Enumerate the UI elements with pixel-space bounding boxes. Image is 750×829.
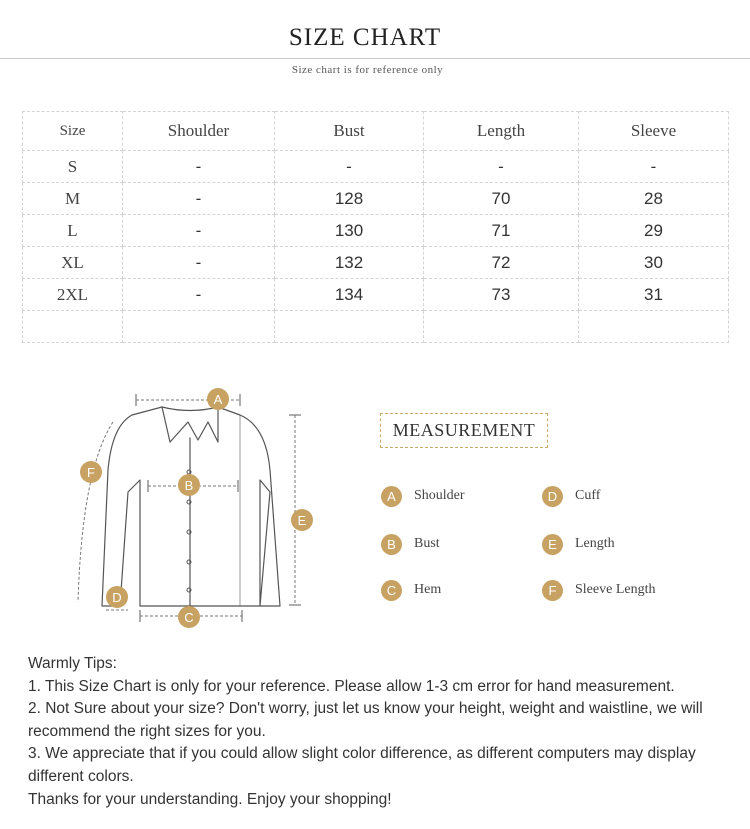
marker-e-icon: [291, 509, 313, 531]
marker-a-icon: [207, 388, 229, 410]
title-divider: [0, 58, 750, 59]
shirt-measurement-diagram: [70, 380, 330, 640]
cell-bust: -: [275, 151, 424, 183]
cell-length: 70: [424, 183, 579, 215]
legend-label: Shoulder: [414, 488, 465, 503]
column-header-shoulder: Shoulder: [123, 112, 275, 151]
svg-text:C: C: [184, 610, 194, 625]
tip-line: 1. This Size Chart is only for your reference. Please allow 1-3 cm error for hand measurement.: [28, 677, 675, 695]
cell-size: M: [23, 183, 123, 215]
tips-closing: Thanks for your understanding. Enjoy your shopping!: [28, 790, 392, 808]
cell-shoulder: -: [123, 183, 275, 215]
cell-empty: [23, 311, 123, 343]
cell-size: L: [23, 215, 123, 247]
table-row: [23, 279, 729, 311]
marker-d-icon: [106, 586, 128, 608]
marker-c-icon: [178, 606, 200, 628]
cell-sleeve: 30: [579, 247, 729, 279]
badge-d-icon: D: [542, 486, 563, 507]
page-title: SIZE CHART: [288, 24, 442, 51]
cell-sleeve: 29: [579, 215, 729, 247]
warm-tips: [28, 653, 738, 811]
sleeve-guide-line: [78, 422, 113, 602]
cell-bust: 134: [275, 279, 424, 311]
cell-bust: 132: [275, 247, 424, 279]
cell-size: 2XL: [23, 279, 123, 311]
svg-text:E: E: [297, 513, 307, 528]
cell-shoulder: -: [123, 279, 275, 311]
shirt-outline: [102, 407, 280, 606]
cell-empty: [424, 311, 579, 343]
tip-line: 2. Not Sure about your size? Don't worry, just let us know your height, weight and waistline, we will recommend the right sizes for you.: [28, 700, 703, 740]
measurement-heading: MEASUREMENT: [380, 413, 548, 448]
badge-b-icon: B: [381, 534, 402, 555]
column-header-sleeve: Sleeve: [579, 112, 729, 151]
table-row: [23, 215, 729, 247]
cell-size: S: [23, 151, 123, 183]
marker-b-icon: [178, 474, 200, 496]
cell-empty: [579, 311, 729, 343]
table-header-row: [23, 112, 729, 151]
table-row: [23, 151, 729, 183]
legend-label: Sleeve Length: [575, 582, 656, 597]
cell-length: 71: [424, 215, 579, 247]
cell-size: XL: [23, 247, 123, 279]
size-table: [22, 111, 729, 343]
svg-text:B: B: [184, 478, 194, 493]
cell-length: 72: [424, 247, 579, 279]
svg-text:D: D: [112, 590, 122, 605]
cell-empty: [275, 311, 424, 343]
legend-label: Hem: [414, 582, 442, 597]
svg-text:A: A: [213, 392, 223, 407]
legend-label: Length: [575, 536, 615, 551]
cell-sleeve: 28: [579, 183, 729, 215]
cell-shoulder: -: [123, 247, 275, 279]
page-subtitle: Size chart is for reference only: [291, 64, 444, 76]
table-row: [23, 247, 729, 279]
column-header-bust: Bust: [275, 112, 424, 151]
cell-empty: [123, 311, 275, 343]
shirt-collar: [162, 407, 218, 442]
table-row: [23, 183, 729, 215]
cell-sleeve: -: [579, 151, 729, 183]
marker-f-icon: [80, 461, 102, 483]
cell-bust: 128: [275, 183, 424, 215]
legend-label: Bust: [414, 536, 440, 551]
cell-length: -: [424, 151, 579, 183]
badge-f-icon: F: [542, 580, 563, 601]
badge-a-icon: A: [381, 486, 402, 507]
svg-text:F: F: [87, 465, 95, 480]
badge-e-icon: E: [542, 534, 563, 555]
column-header-length: Length: [424, 112, 579, 151]
cell-shoulder: -: [123, 215, 275, 247]
table-row-empty: [23, 311, 729, 343]
legend-label: Cuff: [575, 488, 601, 503]
column-header-size: Size: [23, 112, 123, 151]
tips-heading: Warmly Tips:: [28, 655, 117, 672]
cell-sleeve: 31: [579, 279, 729, 311]
tip-line: 3. We appreciate that if you could allow slight color difference, as different computers may display different colors.: [28, 745, 696, 785]
cell-shoulder: -: [123, 151, 275, 183]
badge-c-icon: C: [381, 580, 402, 601]
cell-length: 73: [424, 279, 579, 311]
cell-bust: 130: [275, 215, 424, 247]
